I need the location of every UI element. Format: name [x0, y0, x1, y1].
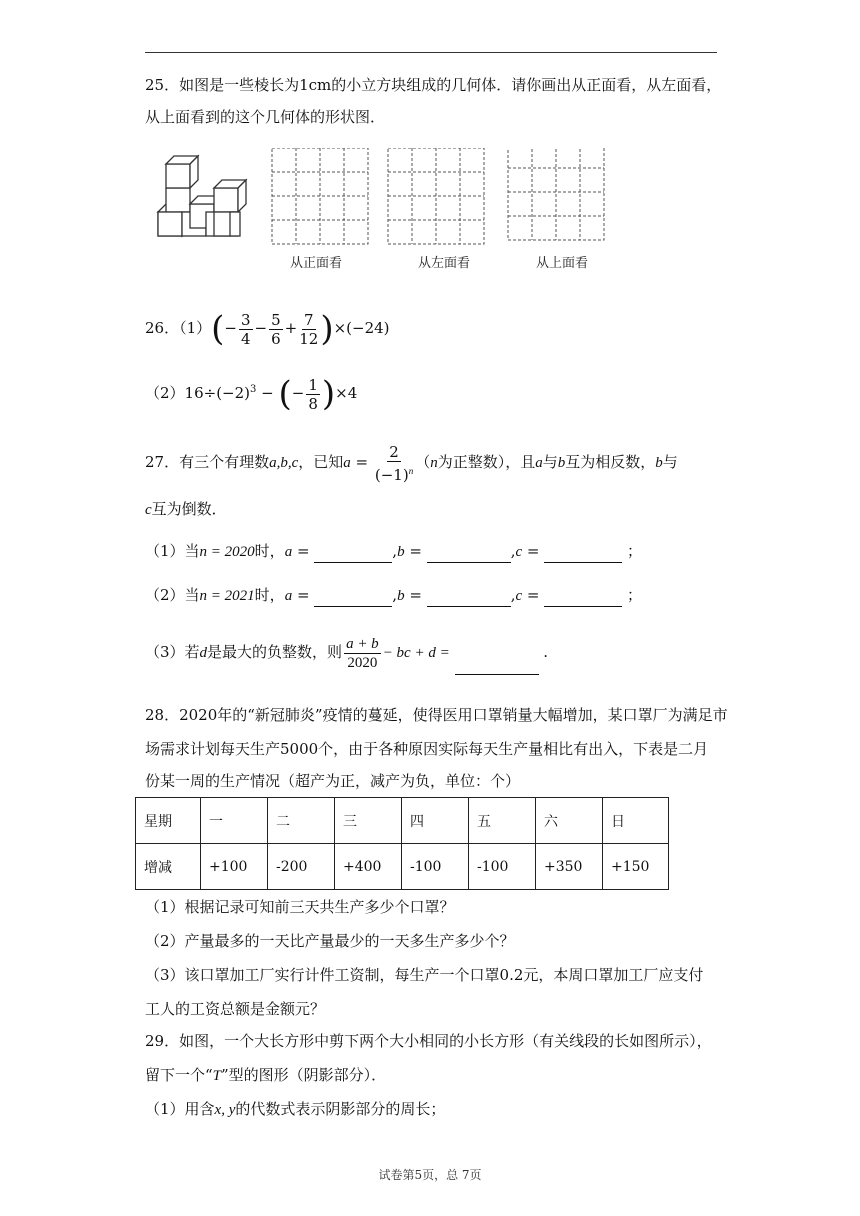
q25-line2: 从上面看到的这个几何体的形状图． — [145, 108, 386, 126]
caption-front: 从正面看 — [290, 256, 343, 271]
q28-sub2: （2）产量最多的一天比产量最少的一天多生产多少个？ — [145, 932, 515, 950]
table-row-change — [136, 844, 669, 890]
q27-line2: c互为倒数． — [145, 500, 227, 518]
q26-p2-tail: ×4 — [335, 384, 358, 402]
page-footer: 试卷第5页，总 7页 — [378, 1168, 482, 1182]
caption-left: 从左面看 — [418, 256, 471, 271]
day-cell: 四 — [402, 798, 469, 844]
table-row-days — [136, 798, 669, 844]
q27-p3-blank[interactable] — [455, 658, 539, 675]
q27-p1-blank-b[interactable] — [427, 546, 511, 563]
q28-line1: 28．2020年的“新冠肺炎”疫情的蔓延，使得医用口罩销量大幅增加，某口罩厂为满足市 — [145, 706, 728, 724]
day-cell: 五 — [469, 798, 536, 844]
header-rule — [145, 52, 717, 53]
q27-p2-blank-c[interactable] — [544, 590, 622, 607]
value-cell: -100 — [469, 844, 536, 890]
day-cell: 日 — [603, 798, 669, 844]
q29-line1: 29．如图，一个大长方形中剪下两个大小相同的小长方形（有关线段的长如图所示）， — [145, 1032, 712, 1050]
grid-front — [272, 148, 368, 244]
caption-top: 从上面看 — [536, 256, 589, 271]
day-cell: 六 — [536, 798, 603, 844]
q28-sub3a: （3）该口罩加工厂实行计件工资制，每生产一个口罩0.2元，本周口罩加工厂应支付 — [145, 966, 704, 984]
grid-top — [508, 148, 604, 240]
q25-line1: 25．如图是一些棱长为1cm的小立方块组成的几何体．请你画出从正面看，从左面看， — [145, 76, 722, 94]
q27-part2: （2）当n = 2021时，a = ,b = ,c = ； — [145, 584, 642, 607]
value-cell: +400 — [335, 844, 402, 890]
q29-line2: 留下一个“T”型的图形（阴影部分）． — [145, 1066, 387, 1084]
q26-p2-label: （2） — [145, 384, 185, 402]
q26-part1: 26．（1）(− $\frac{3}{4}$ − $\frac{5}{6}$ + $\frac{7}{12}$ )×(−24) — [145, 309, 390, 349]
day-cell: 三 — [335, 798, 402, 844]
q27-line1: 27．有三个有理数a,b,c，已知a = $\frac{2}{(-1)^n}$ （n为正整数），且a与b互为相反数，b与 — [145, 442, 678, 484]
grid-left — [388, 148, 484, 244]
q28-sub1: （1）根据记录可知前三天共生产多少个口罩？ — [145, 898, 455, 916]
q29-sub1: （1）用含x, y的代数式表示阴影部分的周长； — [145, 1100, 446, 1118]
row-label-weekday: 星期 — [136, 798, 201, 844]
production-table — [135, 797, 669, 890]
q26-p1-tail: ×(−24) — [333, 319, 390, 337]
value-cell: -200 — [268, 844, 335, 890]
q28-line2: 场需求计划每天生产5000个，由于各种原因实际每天生产量相比有出入，下表是二月 — [145, 740, 709, 758]
day-cell: 二 — [268, 798, 335, 844]
q27-p2-blank-a[interactable] — [314, 590, 392, 607]
q26-p2-exp: 3 — [250, 384, 257, 395]
value-cell: +350 — [536, 844, 603, 890]
q26-p1-label: 26．（1） — [145, 319, 212, 337]
q26-part2: $(2)16\div(-2)^3$ − (− $\frac{1}{8}$ )×4 — [145, 374, 358, 414]
q28-sub3b: 工人的工资总额是金额元？ — [145, 1000, 326, 1018]
day-cell: 一 — [201, 798, 268, 844]
q26-frac-3: $\frac{7}{12}$ — [299, 310, 319, 348]
q27-part3: （3）若d是最大的负整数，则 $\frac{a + b}{2020}$ − bc + d = . — [145, 630, 548, 675]
q27-frac: $\frac{2}{(-1)^n}$ — [374, 442, 414, 484]
q27-p2-blank-b[interactable] — [427, 590, 511, 607]
q28-line3: 份某一周的生产情况（超产为正，减产为负，单位：个） — [145, 772, 521, 790]
value-cell: -100 — [402, 844, 469, 890]
value-cell: +100 — [201, 844, 268, 890]
q26-frac-1: $\frac{3}{4}$ — [240, 310, 251, 348]
q27-p1-blank-c[interactable] — [544, 546, 622, 563]
q26-frac-4: $\frac{1}{8}$ — [308, 375, 318, 413]
cube-solid-figure — [158, 156, 246, 236]
row-label-change: 增减 — [136, 844, 201, 890]
q27-p1-blank-a[interactable] — [314, 546, 392, 563]
value-cell: +150 — [603, 844, 669, 890]
q27-p3-frac: $\frac{a + b}{2020}$ — [346, 635, 379, 671]
q26-frac-2: $\frac{5}{6}$ — [271, 310, 281, 348]
q27-part1: （1）当n = 2020时，a = ,b = ,c = ； — [145, 540, 642, 563]
q26-p2-head: 16÷(−2) — [184, 384, 251, 402]
